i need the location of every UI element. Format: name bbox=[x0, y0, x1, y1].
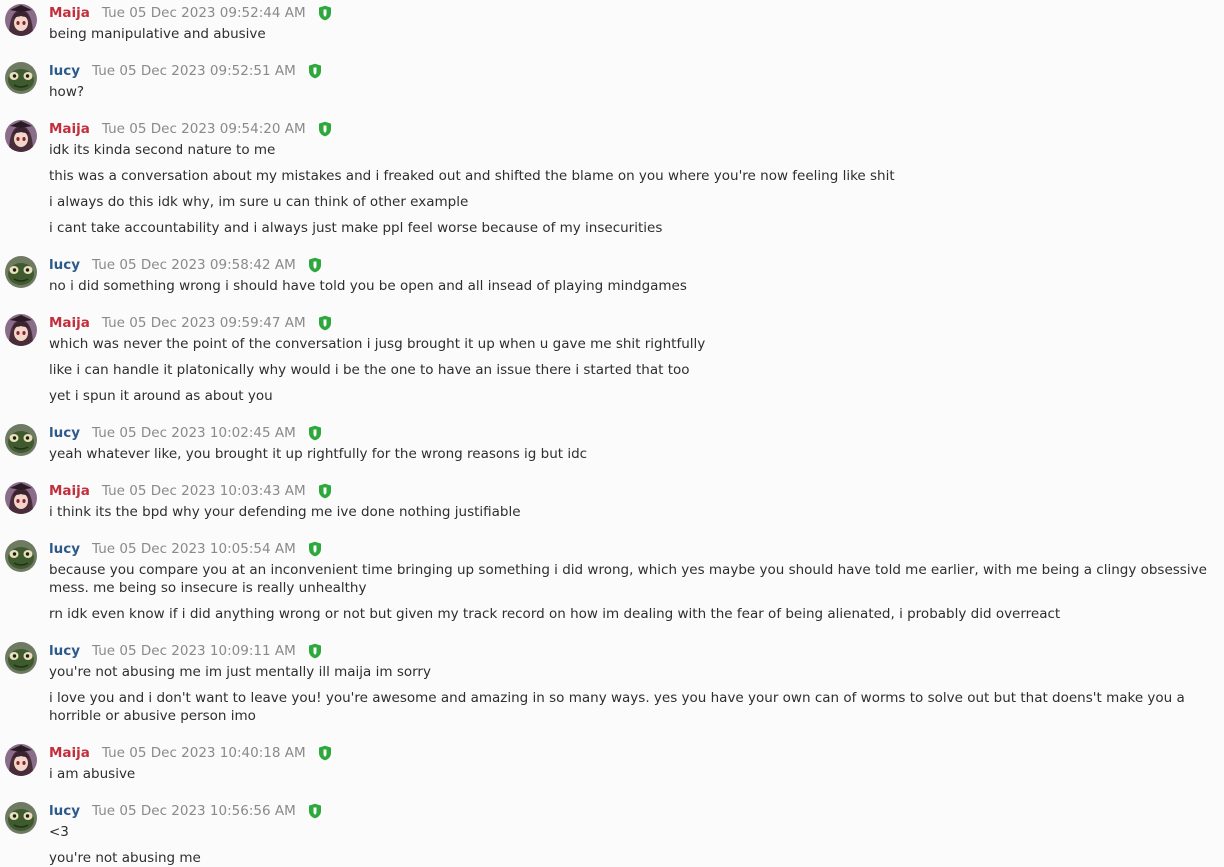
avatar[interactable] bbox=[5, 744, 37, 776]
message-body bbox=[49, 335, 1224, 405]
verified-shield-icon[interactable] bbox=[308, 63, 322, 79]
verified-shield-icon[interactable] bbox=[308, 257, 322, 273]
message-group bbox=[0, 478, 1224, 521]
sender-name[interactable]: lucy bbox=[49, 63, 81, 79]
message-body bbox=[49, 823, 1224, 867]
message-text: no i did something wrong i should have told you be open and all insead of playing mindgames bbox=[49, 278, 687, 294]
lucy-avatar-icon bbox=[5, 62, 37, 94]
verified-shield-icon[interactable] bbox=[318, 5, 332, 21]
sender-name[interactable]: lucy bbox=[49, 643, 81, 659]
message-group bbox=[0, 420, 1224, 463]
sender-name[interactable]: Maija bbox=[49, 315, 90, 331]
avatar[interactable] bbox=[5, 802, 37, 834]
message-header bbox=[49, 3, 1224, 23]
message-group bbox=[0, 252, 1224, 295]
avatar[interactable] bbox=[5, 540, 37, 572]
message-text: like i can handle it platonically why would i be the one to have an issue there i started that too bbox=[49, 362, 690, 378]
maija-avatar-icon bbox=[5, 482, 37, 514]
sender-name[interactable]: Maija bbox=[49, 483, 90, 499]
lucy-avatar-icon bbox=[5, 642, 37, 674]
avatar[interactable] bbox=[5, 642, 37, 674]
verified-shield-icon[interactable] bbox=[318, 745, 332, 761]
message-header bbox=[49, 539, 1224, 559]
message-body bbox=[49, 83, 1224, 101]
message-timestamp: Tue 05 Dec 2023 09:54:20 AM bbox=[101, 121, 306, 137]
verified-shield-icon[interactable] bbox=[318, 483, 332, 499]
message-timestamp: Tue 05 Dec 2023 09:58:42 AM bbox=[92, 257, 296, 273]
message-body bbox=[49, 25, 1224, 43]
message-text: being manipulative and abusive bbox=[49, 26, 266, 42]
message-timestamp: Tue 05 Dec 2023 09:52:44 AM bbox=[101, 5, 306, 21]
sender-name[interactable]: lucy bbox=[49, 257, 81, 273]
verified-shield-icon[interactable] bbox=[308, 643, 322, 659]
message-header bbox=[49, 801, 1224, 821]
avatar[interactable] bbox=[5, 314, 37, 346]
verified-shield-icon[interactable] bbox=[308, 425, 322, 441]
maija-avatar-icon bbox=[5, 744, 37, 776]
maija-avatar-icon bbox=[5, 314, 37, 346]
message-timestamp: Tue 05 Dec 2023 10:56:56 AM bbox=[92, 803, 296, 819]
message-text: you're not abusing me bbox=[49, 850, 201, 866]
message-header bbox=[49, 61, 1224, 81]
maija-avatar-icon bbox=[5, 120, 37, 152]
lucy-avatar-icon bbox=[5, 802, 37, 834]
sender-name[interactable]: lucy bbox=[49, 803, 81, 819]
message-text: rn idk even know if i did anything wrong or not but given my track record on how im dealing with the fear of being alienated, i probably did overreact bbox=[49, 606, 1061, 622]
message-group bbox=[0, 536, 1224, 623]
message-timestamp: Tue 05 Dec 2023 10:09:11 AM bbox=[92, 643, 296, 659]
message-header bbox=[49, 255, 1224, 275]
message-body bbox=[49, 765, 1224, 783]
message-timestamp: Tue 05 Dec 2023 10:03:43 AM bbox=[101, 483, 306, 499]
message-header bbox=[49, 743, 1224, 763]
message-header bbox=[49, 119, 1224, 139]
sender-name[interactable]: lucy bbox=[49, 425, 81, 441]
message-body bbox=[49, 141, 1224, 237]
avatar[interactable] bbox=[5, 424, 37, 456]
message-text: i cant take accountability and i always just make ppl feel worse because of my insecurities bbox=[49, 220, 663, 236]
message-text: yeah whatever like, you brought it up rightfully for the wrong reasons ig but idc bbox=[49, 446, 588, 462]
message-group bbox=[0, 798, 1224, 867]
message-text: <3 bbox=[49, 824, 69, 840]
verified-shield-icon[interactable] bbox=[318, 121, 332, 137]
message-header bbox=[49, 313, 1224, 333]
message-text: this was a conversation about my mistakes and i freaked out and shifted the blame on you where you're now feeling like shit bbox=[49, 168, 895, 184]
message-text: i love you and i don't want to leave you! you're awesome and amazing in so many ways. yes you have your own can of worms to solve out but that doens't make you a horrible or abusive person imo bbox=[49, 690, 1185, 724]
verified-shield-icon[interactable] bbox=[308, 803, 322, 819]
message-group bbox=[0, 638, 1224, 725]
avatar[interactable] bbox=[5, 120, 37, 152]
message-group bbox=[0, 116, 1224, 237]
message-text: i always do this idk why, im sure u can think of other example bbox=[49, 194, 469, 210]
message-timestamp: Tue 05 Dec 2023 10:02:45 AM bbox=[92, 425, 296, 441]
verified-shield-icon[interactable] bbox=[308, 541, 322, 557]
avatar[interactable] bbox=[5, 4, 37, 36]
message-group bbox=[0, 310, 1224, 405]
message-text: i think its the bpd why your defending me ive done nothing justifiable bbox=[49, 504, 521, 520]
message-text: i am abusive bbox=[49, 766, 136, 782]
sender-name[interactable]: Maija bbox=[49, 5, 90, 21]
message-header bbox=[49, 481, 1224, 501]
message-timestamp: Tue 05 Dec 2023 10:05:54 AM bbox=[92, 541, 296, 557]
message-group bbox=[0, 0, 1224, 43]
message-text: idk its kinda second nature to me bbox=[49, 142, 276, 158]
message-group bbox=[0, 740, 1224, 783]
message-text: because you compare you at an inconvenient time bringing up something i did wrong, which yes maybe you should have told me earlier, with me being a clingy obsessive mess. me being so insecure is really unhealthy bbox=[49, 562, 1207, 596]
message-text: which was never the point of the conversation i jusg brought it up when u gave me shit rightfully bbox=[49, 336, 706, 352]
lucy-avatar-icon bbox=[5, 256, 37, 288]
lucy-avatar-icon bbox=[5, 424, 37, 456]
sender-name[interactable]: Maija bbox=[49, 121, 90, 137]
message-body bbox=[49, 663, 1224, 725]
avatar[interactable] bbox=[5, 62, 37, 94]
verified-shield-icon[interactable] bbox=[318, 315, 332, 331]
message-timestamp: Tue 05 Dec 2023 09:52:51 AM bbox=[92, 63, 296, 79]
maija-avatar-icon bbox=[5, 4, 37, 36]
avatar[interactable] bbox=[5, 482, 37, 514]
message-header bbox=[49, 423, 1224, 443]
message-timestamp: Tue 05 Dec 2023 10:40:18 AM bbox=[101, 745, 306, 761]
lucy-avatar-icon bbox=[5, 540, 37, 572]
message-group bbox=[0, 58, 1224, 101]
message-body bbox=[49, 445, 1224, 463]
sender-name[interactable]: Maija bbox=[49, 745, 90, 761]
message-text: you're not abusing me im just mentally ill maija im sorry bbox=[49, 664, 431, 680]
message-timestamp: Tue 05 Dec 2023 09:59:47 AM bbox=[101, 315, 306, 331]
message-body bbox=[49, 561, 1224, 623]
message-body bbox=[49, 277, 1224, 295]
message-text: yet i spun it around as about you bbox=[49, 388, 273, 404]
message-body bbox=[49, 503, 1224, 521]
avatar[interactable] bbox=[5, 256, 37, 288]
sender-name[interactable]: lucy bbox=[49, 541, 81, 557]
message-header bbox=[49, 641, 1224, 661]
message-text: how? bbox=[49, 84, 85, 100]
